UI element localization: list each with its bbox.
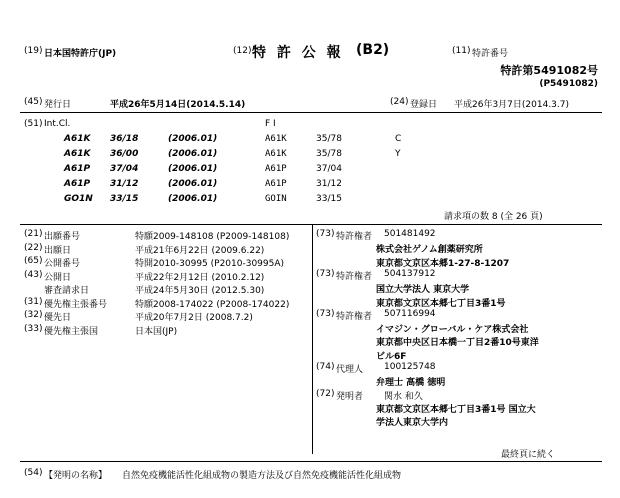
party-id: 504137912 — [384, 268, 436, 279]
reg-date: 平成26年3月7日(2014.3.7) — [454, 100, 570, 110]
field-label: 優先権主張番号 — [44, 299, 108, 310]
party-label: 特許権者 — [336, 311, 373, 322]
ipc-version: (2006.01) — [168, 134, 218, 144]
patent-no-code: (11) — [452, 46, 471, 56]
party-id: 501481492 — [384, 229, 436, 239]
party-detail-line: 学法人東京大学内 — [376, 418, 449, 429]
field-value: 日本国(JP) — [135, 326, 178, 337]
fi-group: 37/04 — [316, 164, 342, 174]
field-value: 平成22年2月12日 (2010.2.12) — [135, 272, 265, 283]
field-label: 公開番号 — [44, 259, 81, 269]
fi-group: 31/12 — [316, 179, 342, 189]
field-code: (31) — [24, 296, 43, 307]
ipc-version: (2006.01) — [168, 164, 218, 174]
ipc-group: 37/04 — [110, 164, 139, 174]
party-label: 代理人 — [336, 365, 364, 375]
patent-number: 特許第5491082号 — [500, 64, 598, 77]
party-code: (73) — [316, 308, 335, 319]
issue-date: 平成26年5月14日(2014.5.14) — [110, 100, 246, 110]
pub-kind: (B2) — [356, 42, 390, 58]
party-detail-line: 東京都文京区本郷七丁目3番1号 — [376, 298, 506, 309]
patent-no-label: 特許番号 — [472, 49, 509, 59]
title-label: 【発明の名称】 — [44, 471, 108, 481]
field-label: 優先日 — [44, 313, 72, 323]
party-code: (73) — [316, 229, 335, 239]
fi-extra: Y — [395, 149, 401, 159]
reg-code: (24) — [390, 97, 409, 107]
office-code: (19) — [24, 46, 43, 56]
ipc-group: 33/15 — [110, 194, 139, 204]
field-value: 特願2009-148108 (P2009-148108) — [135, 232, 290, 242]
footer-divider — [20, 461, 602, 462]
party-id: 関水 和久 — [384, 391, 423, 402]
ipc-class: GO1N — [64, 194, 93, 204]
field-label: 公開日 — [44, 272, 72, 283]
ipc-group: 31/12 — [110, 179, 139, 189]
party-label: 特許権者 — [336, 271, 373, 282]
ipc-version: (2006.01) — [168, 149, 218, 159]
party-detail-line: 東京都中央区日本橋一丁目2番10号東洋 — [376, 338, 539, 349]
party-code: (73) — [316, 268, 335, 279]
ipc-version: (2006.01) — [168, 194, 218, 204]
field-value: 平成21年6月22日 (2009.6.22) — [135, 245, 265, 256]
field-label: 出願日 — [44, 245, 72, 256]
classification-divider — [20, 224, 602, 225]
party-detail-line: ビル6F — [376, 351, 407, 362]
field-value: 平成24年5月30日 (2012.5.30) — [135, 286, 265, 296]
field-label: 審査請求日 — [44, 286, 90, 296]
ipc-class: A61K — [64, 149, 91, 159]
column-divider — [312, 224, 313, 454]
party-id: 507116994 — [384, 308, 436, 319]
field-code: (21) — [24, 229, 43, 239]
fi-class: A61K — [265, 149, 287, 159]
field-value: 特願2008-174022 (P2008-174022) — [135, 299, 290, 310]
office-name: 日本国特許庁(JP) — [44, 49, 117, 59]
field-code: (22) — [24, 242, 43, 253]
field-code: (32) — [24, 310, 43, 320]
issue-code: (45) — [24, 97, 43, 107]
field-code: (65) — [24, 256, 43, 266]
party-label: 発明者 — [336, 391, 364, 402]
fi-class: GOIN — [265, 194, 287, 204]
party-detail-line: 東京都文京区本郷七丁目3番1号 国立大 — [376, 404, 536, 415]
field-label: 出願番号 — [44, 232, 81, 242]
party-code: (74) — [316, 362, 335, 372]
intcl-label: Int.Cl. — [44, 119, 71, 129]
party-detail-line: 東京都文京区本郷1-27-8-1207 — [376, 258, 510, 269]
ipc-class: A61P — [64, 164, 91, 174]
field-code: (43) — [24, 269, 43, 280]
fi-class: A61K — [265, 134, 287, 144]
fi-class: A61P — [265, 179, 287, 189]
ipc-version: (2006.01) — [168, 179, 218, 189]
ipc-group: 36/00 — [110, 149, 139, 159]
title-code: (54) — [24, 468, 43, 478]
fi-group: 33/15 — [316, 194, 342, 204]
continued-note: 最終頁に続く — [501, 450, 556, 460]
party-detail-line: 株式会社ゲノム創薬研究所 — [376, 245, 483, 256]
field-code: (33) — [24, 323, 43, 334]
party-detail-line: 弁理士 高橋 徳明 — [376, 378, 446, 389]
patent-number-alt: (P5491082) — [539, 79, 598, 89]
ipc-group: 36/18 — [110, 134, 139, 144]
party-detail-line: 国立大学法人 東京大学 — [376, 285, 470, 296]
ipc-class: A61P — [64, 179, 91, 189]
fi-class: A61P — [265, 164, 287, 174]
party-detail-line: イマジン・グローバル・ケア株式会社 — [376, 325, 529, 336]
field-value: 特開2010-30995 (P2010-30995A) — [135, 259, 285, 269]
pub-title: 特 許 公 報 — [252, 45, 344, 61]
reg-label: 登録日 — [410, 100, 438, 110]
party-id: 100125748 — [384, 362, 436, 372]
party-label: 特許権者 — [336, 232, 373, 242]
fi-group: 35/78 — [316, 149, 342, 159]
header-divider — [20, 112, 602, 113]
fi-label: F I — [265, 119, 276, 129]
field-label: 優先権主張国 — [44, 326, 99, 337]
intcl-code: (51) — [24, 119, 43, 129]
claims-count: 請求項の数 8 (全 26 頁) — [444, 212, 543, 222]
field-value: 平成20年7月2日 (2008.7.2) — [135, 313, 253, 323]
fi-extra: C — [395, 134, 402, 144]
pub-code: (12) — [233, 46, 252, 56]
fi-group: 35/78 — [316, 134, 342, 144]
issue-label: 発行日 — [44, 100, 72, 110]
invention-title: 自然免疫機能活性化組成物の製造方法及び自然免疫機能活性化組成物 — [122, 471, 402, 481]
party-code: (72) — [316, 388, 335, 399]
ipc-class: A61K — [64, 134, 91, 144]
